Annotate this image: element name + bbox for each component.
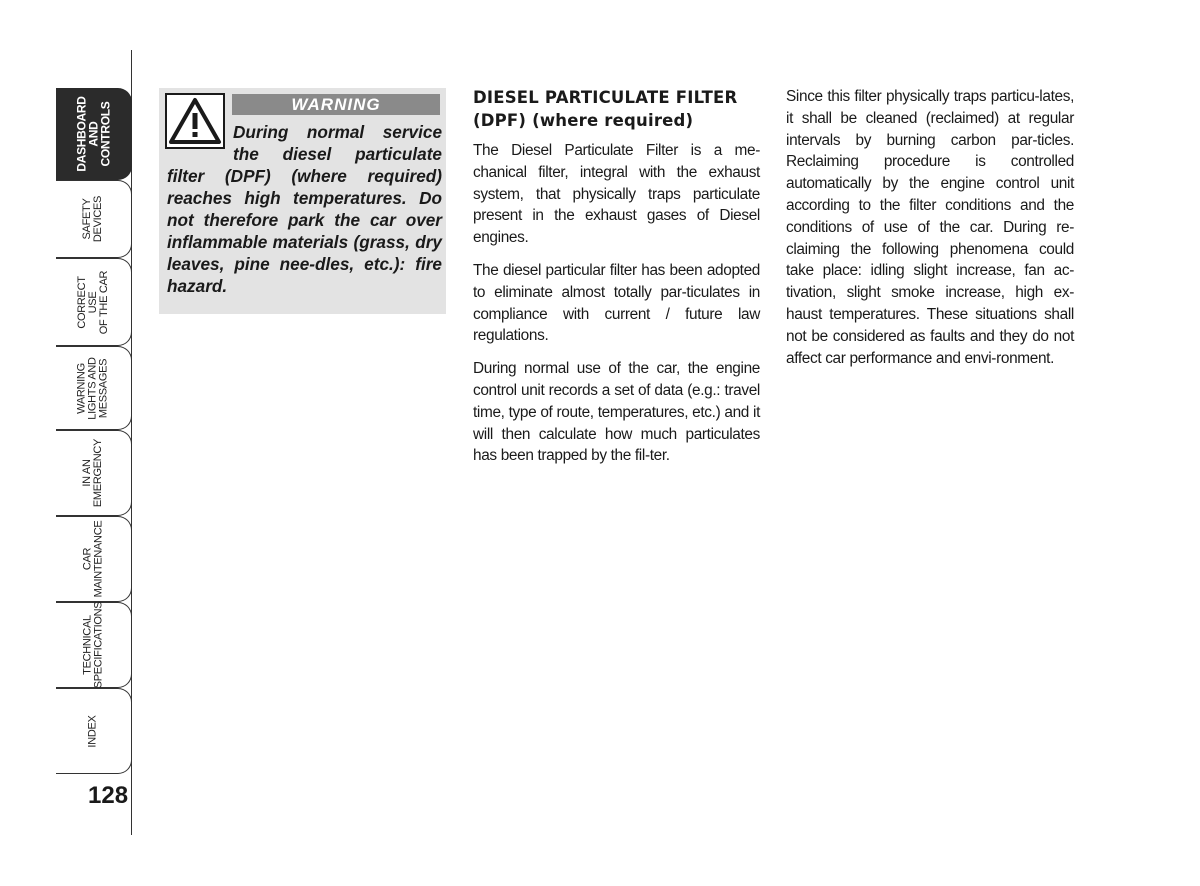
tab-label: TECHNICAL SPECIFICATIONS bbox=[81, 601, 105, 689]
dpf-section bbox=[473, 86, 760, 478]
tab-label: WARNING LIGHTS AND MESSAGES bbox=[76, 356, 110, 420]
paragraph: The diesel particular filter has been adopted to eliminate almost totally par-ticulates in compliance with current / future law regulations. bbox=[473, 261, 760, 345]
tab-label: CAR MAINTENANCE bbox=[81, 520, 105, 598]
tab-index[interactable] bbox=[56, 688, 132, 774]
tab-in-an-emergency[interactable] bbox=[56, 430, 132, 516]
section-tabs bbox=[56, 50, 136, 840]
tab-correct-use-of-the-car[interactable] bbox=[56, 258, 132, 346]
warning-message-text: During normal service the diesel particulate filter (DPF) (where required) reaches high temperatures. Do not therefore park the car over inflammable materials (grass, dry leaves, pine nee-dles, etc.): fire hazard. bbox=[167, 122, 442, 296]
paragraph: Since this filter physically traps particu-lates, it shall be cleaned (reclaimed) at regular intervals by burning carbon par-ticles. Reclaiming procedure is controlled automatically by the engine control unit according to the filter conditions and the conditions of use of the car. During re-claiming the following phenomena could take place: idling slight increase, fan ac-tivation, slight smoke increase, high ex-haust temperatures. These situations shall not be considered as faults and they do not affect car performance and envi-ronment. bbox=[786, 88, 1074, 367]
warning-message bbox=[167, 121, 442, 297]
tab-dashboard-and-controls[interactable] bbox=[56, 88, 132, 180]
reclaiming-section bbox=[786, 86, 1074, 380]
tab-technical-specifications[interactable] bbox=[56, 602, 132, 688]
page-number: 128 bbox=[88, 782, 129, 809]
tab-label: CORRECT USE OF THE CAR bbox=[76, 270, 110, 334]
warning-box bbox=[159, 88, 446, 314]
paragraph: The Diesel Particulate Filter is a me-chanical filter, integral with the exhaust system, that physically traps particulate present in the exhaust gases of Diesel engines. bbox=[473, 142, 760, 247]
tab-label: SAFETY DEVICES bbox=[81, 195, 105, 243]
paragraph: During normal use of the car, the engine control unit records a set of data (e.g.: travel time, type of route, temperatures, etc.) and it will then calculate how much particulates has been trapped by the fil-ter. bbox=[473, 360, 760, 465]
tab-warning-lights-and-messages[interactable] bbox=[56, 346, 132, 430]
tab-car-maintenance[interactable] bbox=[56, 516, 132, 602]
tab-label: INDEX bbox=[87, 714, 99, 748]
tab-label: IN AN EMERGENCY bbox=[81, 438, 105, 508]
tab-safety-devices[interactable] bbox=[56, 180, 132, 258]
warning-title: WARNING bbox=[232, 94, 440, 115]
icon-spacer bbox=[167, 121, 233, 165]
section-heading: DIESEL PARTICULATE FILTER (DPF) (where required) bbox=[473, 88, 738, 130]
tab-label: DASHBOARD AND CONTROLS bbox=[74, 96, 113, 172]
